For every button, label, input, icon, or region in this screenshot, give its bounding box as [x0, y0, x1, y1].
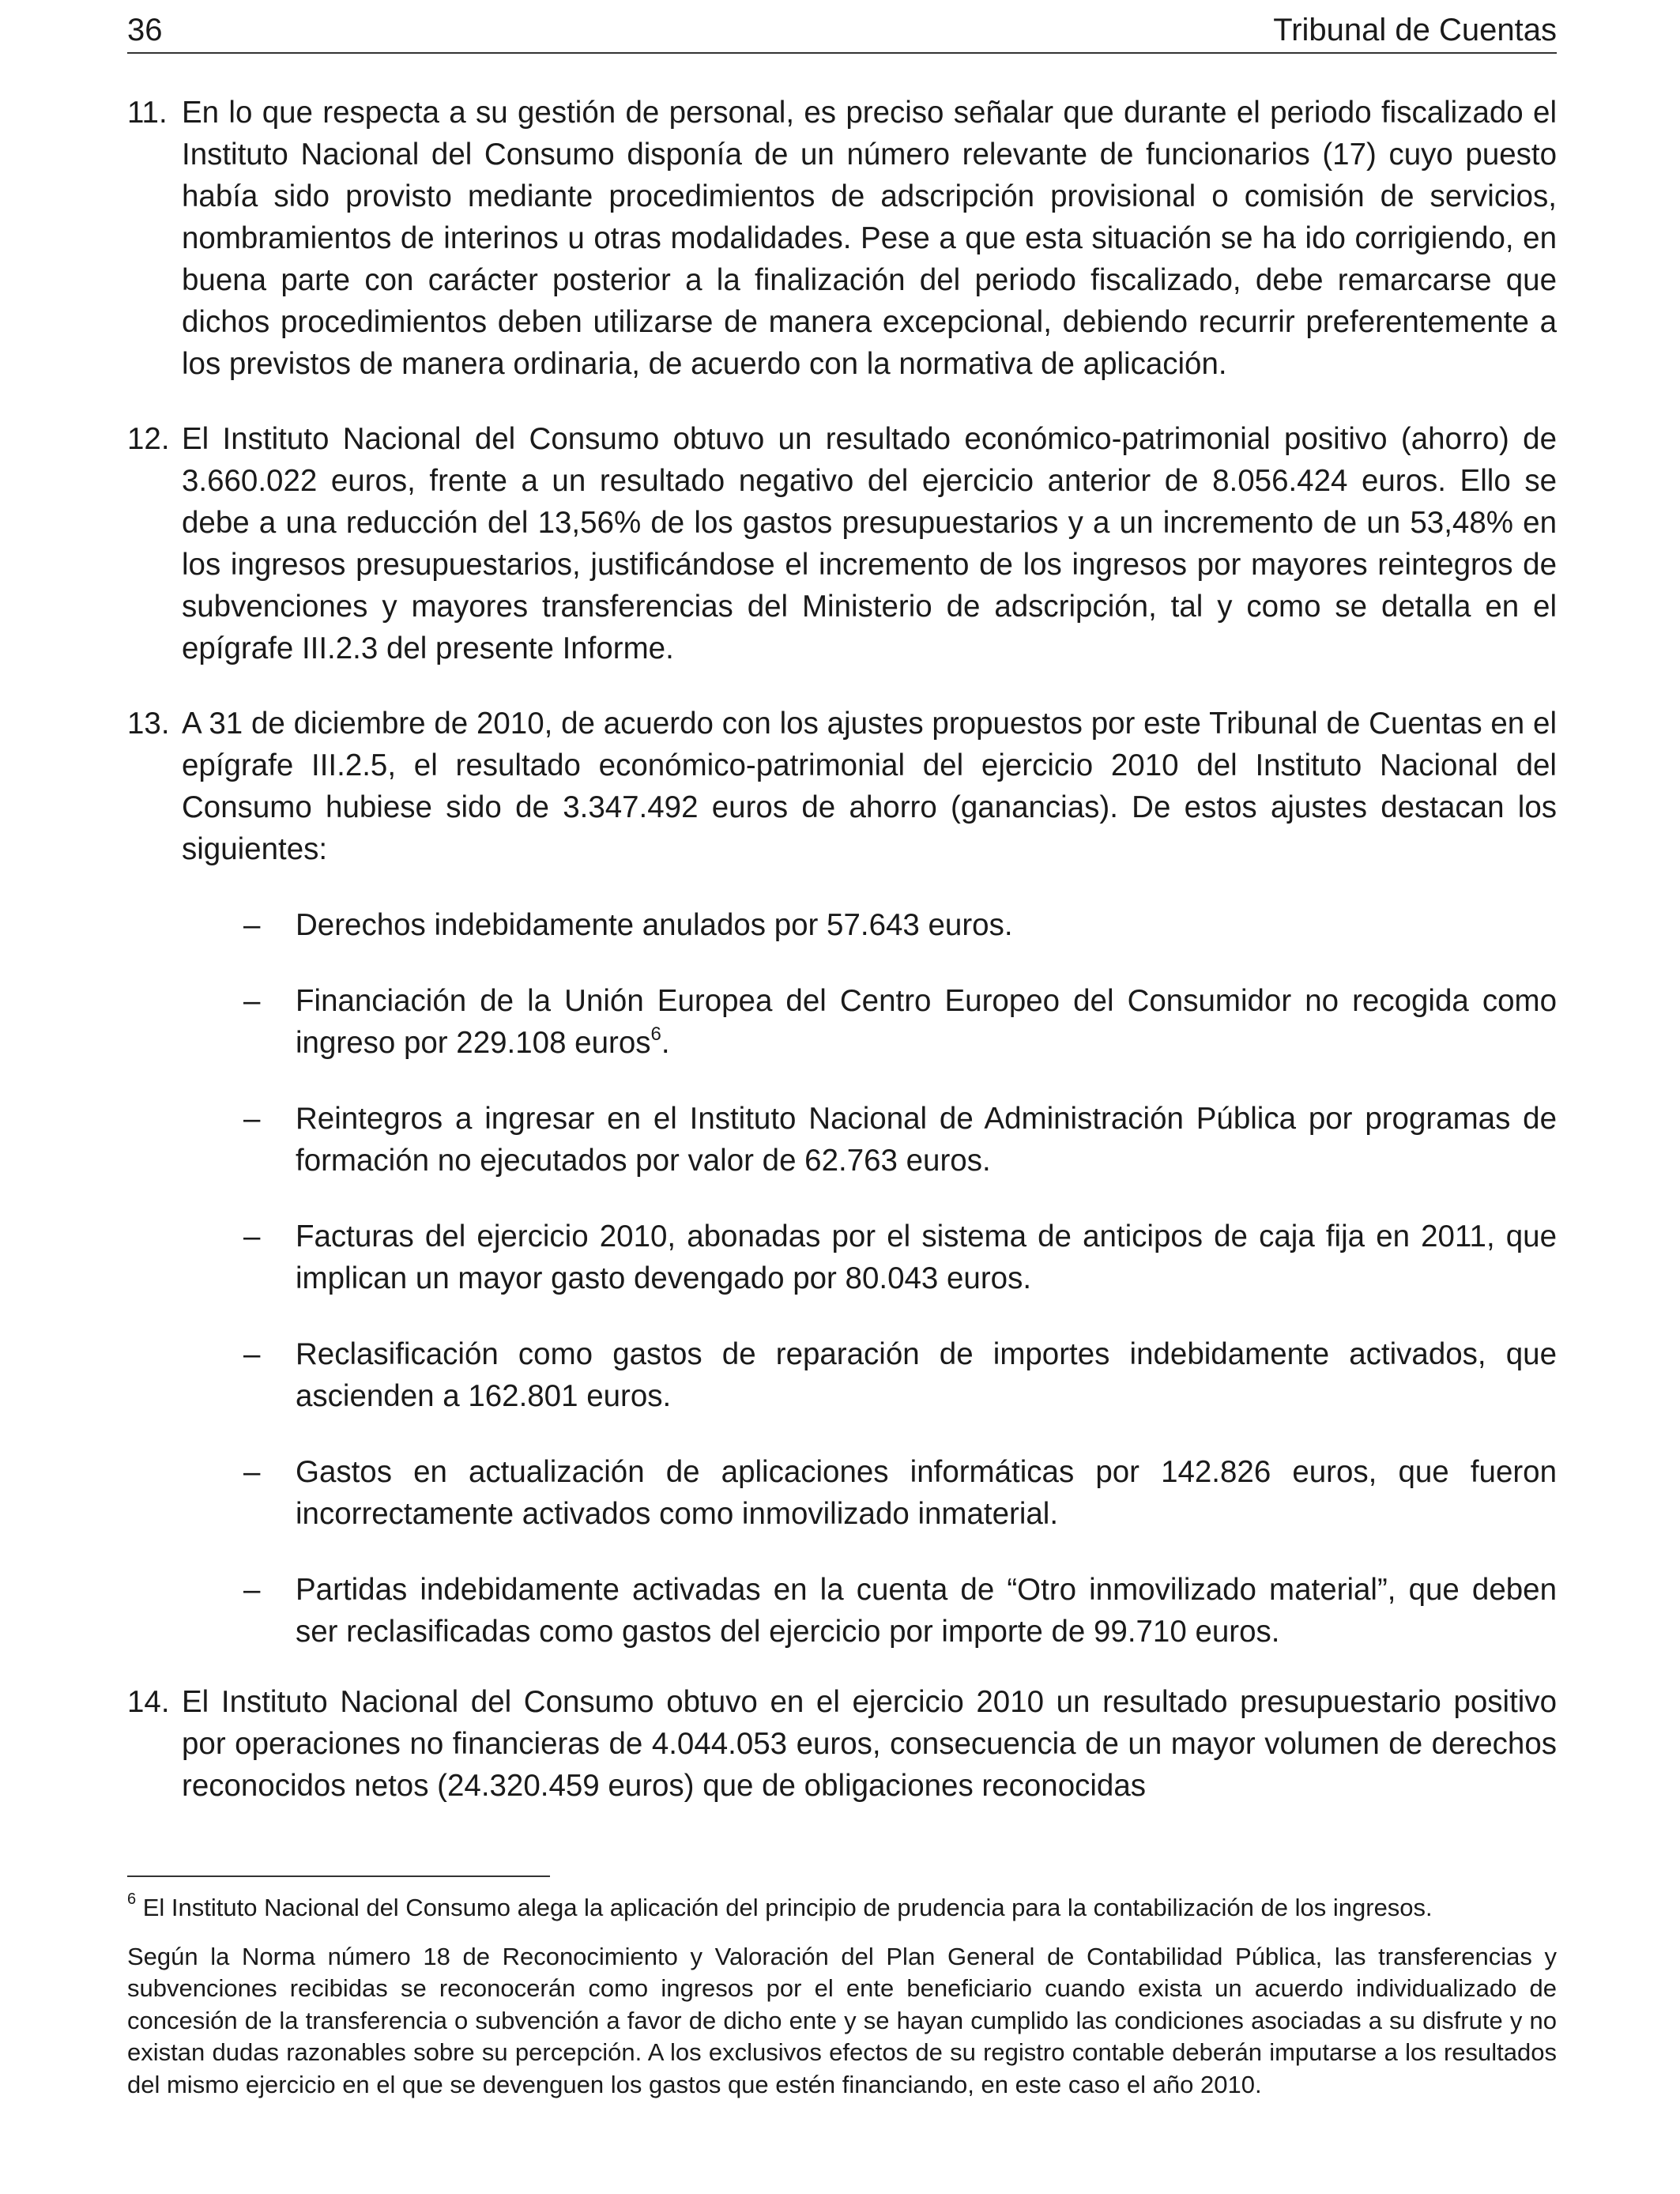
paragraph-13 [127, 703, 1557, 870]
paragraph-number: 13. [127, 707, 170, 741]
paragraph-number: 14. [127, 1685, 170, 1719]
paragraph-12 [127, 418, 1557, 669]
footnote-reference[interactable]: 6 [650, 1023, 661, 1046]
paragraph-text: A 31 de diciembre de 2010, de acuerdo con los ajustes propuestos por este Tribunal de Cuentas en el epígrafe III.2.5, el resultado económico-patrimonial del ejercicio 2010 del Instituto Nacional del Consumo hubiese sido de 3.347.492 euros de ahorro (ganancias). De estos ajustes destacan los siguientes: [182, 707, 1557, 866]
dash-bullet: – [243, 1102, 261, 1136]
dash-bullet: – [243, 1337, 261, 1371]
footnote-6 [127, 1892, 1557, 1924]
paragraph-text: El Instituto Nacional del Consumo obtuvo un resultado económico-patrimonial positivo (ahorro) de 3.660.022 euros, frente a un resultado negativo del ejercicio anterior de 8.056.424 euros. Ello se debe a una reducción del 13,56% de los gastos presupuestarios y a un incremento de un 53,48% en los ingresos presupuestarios, justificándose el incremento de los ingresos por mayores reintegros de subvenciones y mayores transferencias del Ministerio de adscripción, tal y como se detalla en el epígrafe III.2.3 del presente Informe. [182, 422, 1557, 665]
adjustment-text: Partidas indebidamente activadas en la cuenta de “Otro inmovilizado material”, que deben ser reclasificadas como gastos del ejercicio por importe de 99.710 euros. [296, 1573, 1557, 1649]
adjustment-item [127, 904, 1557, 946]
footnote-continuation [127, 1941, 1557, 2102]
adjustment-text: Derechos indebidamente anulados por 57.643 euros. [296, 908, 1013, 942]
page-number: 36 [127, 13, 163, 47]
adjustment-item [127, 1569, 1557, 1653]
dash-bullet: – [243, 984, 261, 1018]
paragraph-text: El Instituto Nacional del Consumo obtuvo en el ejercicio 2010 un resultado presupuestario positivo por operaciones no financieras de 4.044.053 euros, consecuencia de un mayor volumen de derechos reconocidos netos (24.320.459 euros) que de obligaciones reconocidas [182, 1685, 1557, 1803]
paragraph-14 [127, 1681, 1557, 1807]
adjustment-item [127, 1098, 1557, 1182]
adjustment-item [127, 980, 1557, 1064]
adjustment-text-end: . [661, 1026, 670, 1060]
dash-bullet: – [243, 1220, 261, 1253]
footnotes [127, 1892, 1557, 2101]
footnote-text: Según la Norma número 18 de Reconocimiento y Valoración del Plan General de Contabilidad Pública, las transferencias y subvenciones recibidas se reconocerán como ingresos por el ente beneficiario cuando exista un acuerdo individualizado de concesión de la transferencia o subvención a favor de dicho ente y se hayan cumplido las condiciones asociadas a su disfrute y no existan dudas razonables sobre su percepción. A los exclusivos efectos de su registro contable deberán imputarse a los resultados del mismo ejercicio en el que se devenguen los gastos que estén financiando, en este caso el año 2010. [127, 1942, 1557, 2098]
adjustment-item [127, 1333, 1557, 1417]
adjustment-text: Financiación de la Unión Europea del Centro Europeo del Consumidor no recogida como ingreso por 229.108 euros [296, 984, 1557, 1060]
footnote-text: El Instituto Nacional del Consumo alega la aplicación del principio de prudencia para la contabilización de los ingresos. [136, 1894, 1433, 1921]
dash-bullet: – [243, 1573, 261, 1607]
footnote-marker: 6 [127, 1890, 137, 1908]
page-header [127, 11, 1557, 54]
adjustment-text: Gastos en actualización de aplicaciones informáticas por 142.826 euros, que fueron incorrectamente activados como inmovilizado inmaterial. [296, 1455, 1557, 1531]
paragraph-11 [127, 92, 1557, 385]
adjustment-text: Reintegros a ingresar en el Instituto Nacional de Administración Pública por programas de formación no ejecutados por valor de 62.763 euros. [296, 1102, 1557, 1178]
adjustment-text: Facturas del ejercicio 2010, abonadas por el sistema de anticipos de caja fija en 2011, que implican un mayor gasto devengado por 80.043 euros. [296, 1220, 1557, 1295]
adjustment-item [127, 1216, 1557, 1299]
dash-bullet: – [243, 908, 261, 942]
adjustment-text: Reclasificación como gastos de reparación de importes indebidamente activados, que ascienden a 162.801 euros. [296, 1337, 1557, 1413]
header-title: Tribunal de Cuentas [1273, 13, 1557, 47]
footnote-divider [127, 1875, 550, 1877]
body-text [127, 92, 1557, 1840]
paragraph-number: 12. [127, 422, 170, 456]
adjustment-item [127, 1451, 1557, 1535]
dash-bullet: – [243, 1455, 261, 1489]
paragraph-text: En lo que respecta a su gestión de personal, es preciso señalar que durante el periodo fiscalizado el Instituto Nacional del Consumo disponía de un número relevante de funcionarios (17) cuyo puesto había sido provisto mediante procedimientos de adscripción provisional o comisión de servicios, nombramientos de interinos u otras modalidades. Pese a que esta situación se ha ido corrigiendo, en buena parte con carácter posterior a la finalización del periodo fiscalizado, debe remarcarse que dichos procedimientos deben utilizarse de manera excepcional, debiendo recurrir preferentemente a los previstos de manera ordinaria, de acuerdo con la normativa de aplicación. [182, 96, 1557, 381]
paragraph-number: 11. [127, 96, 168, 130]
